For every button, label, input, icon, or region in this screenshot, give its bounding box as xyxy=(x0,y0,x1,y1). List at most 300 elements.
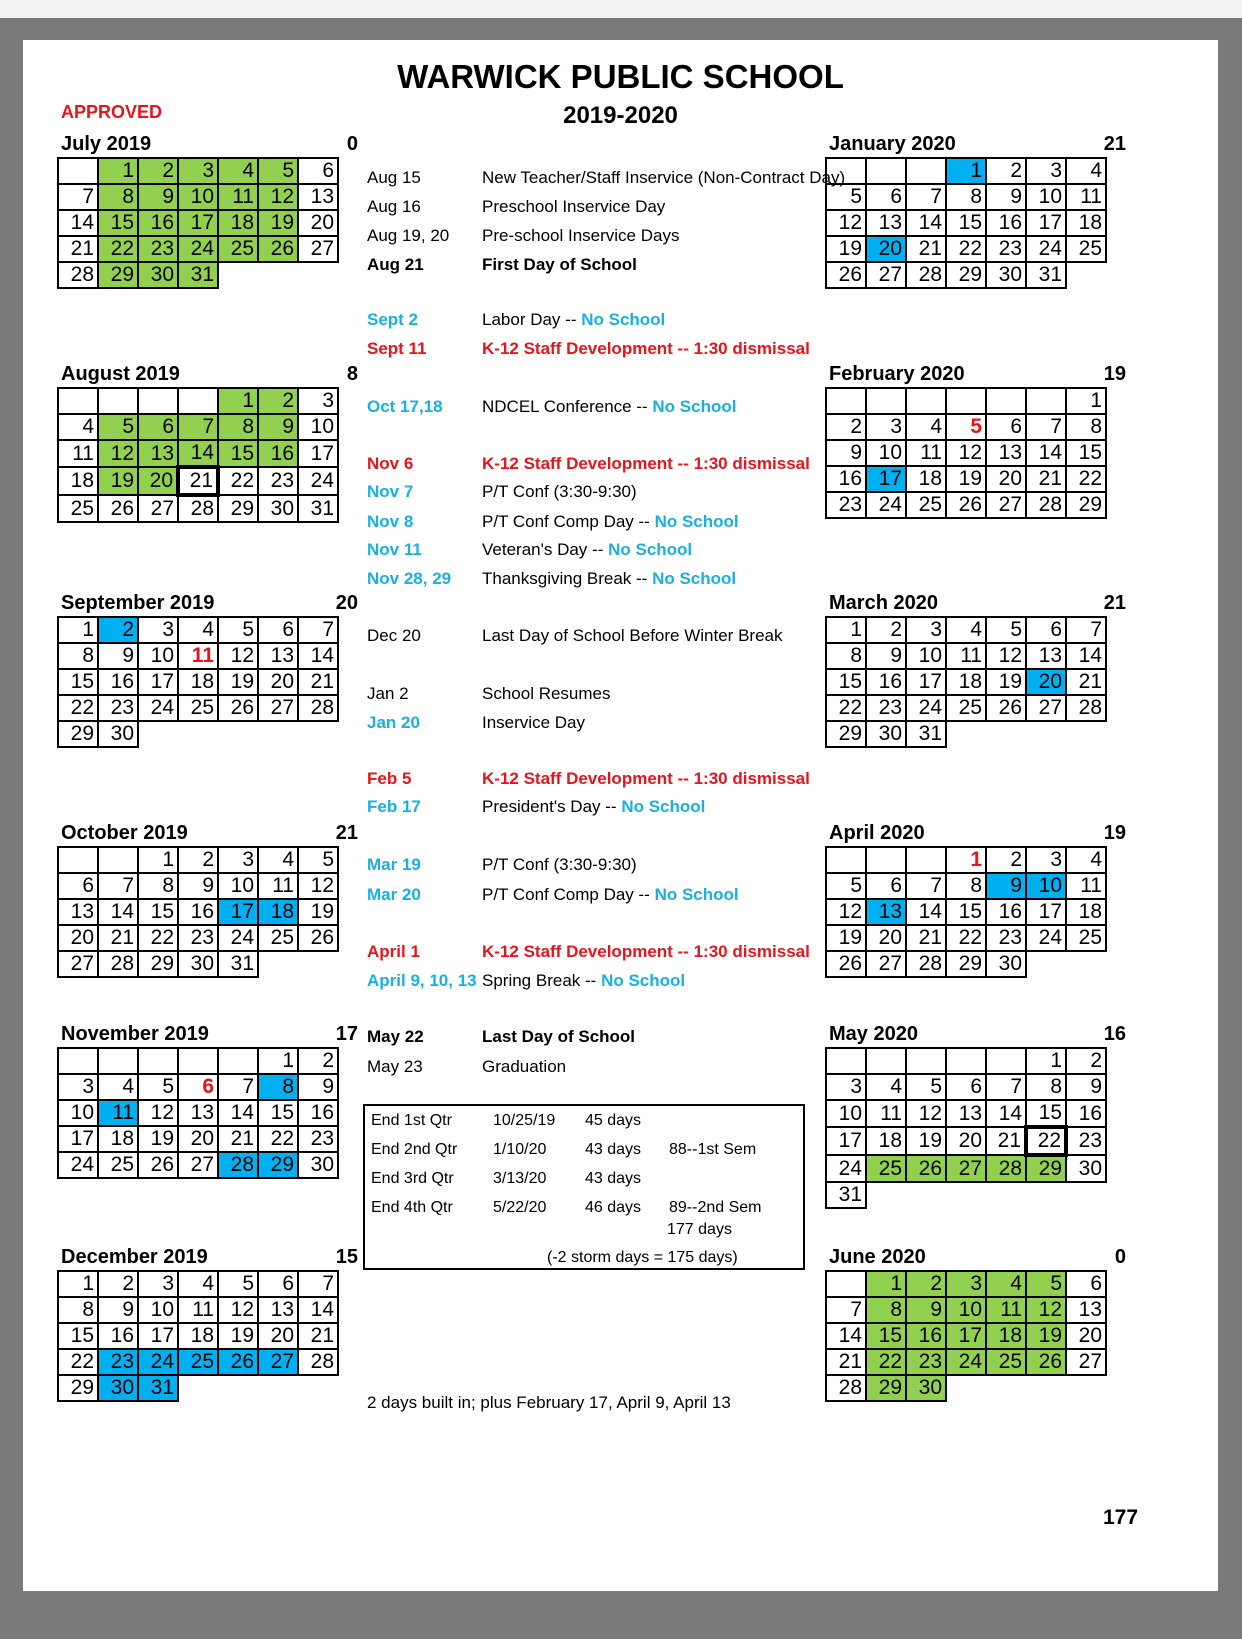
day-cell: 25 xyxy=(218,236,258,262)
day-cell: 31 xyxy=(906,721,946,747)
day-cell: 9 xyxy=(906,1297,946,1323)
event-description xyxy=(482,971,685,991)
month-header xyxy=(825,1023,1129,1047)
day-cell: 11 xyxy=(218,184,258,210)
day-cell: 28 xyxy=(58,262,98,288)
day-cell: 20 xyxy=(178,1126,218,1152)
day-cell xyxy=(866,158,906,184)
day-cell: 3 xyxy=(138,617,178,643)
no-school-label: No School xyxy=(621,797,706,816)
day-cell xyxy=(1026,951,1066,977)
day-cell: 7 xyxy=(218,1074,258,1100)
day-cell: 30 xyxy=(906,1375,946,1401)
day-cell: 18 xyxy=(866,1127,906,1155)
week-row xyxy=(826,643,1106,669)
quarter-days: 43 days xyxy=(585,1170,642,1187)
event-date: Feb 5 xyxy=(367,769,412,788)
day-cell: 14 xyxy=(1066,643,1106,669)
day-cell: 6 xyxy=(138,414,178,440)
month-grid xyxy=(825,1047,1107,1209)
day-cell: 23 xyxy=(298,1126,338,1152)
day-cell: 18 xyxy=(178,1323,218,1349)
day-cell: 14 xyxy=(906,210,946,236)
day-cell: 16 xyxy=(1066,1100,1106,1127)
day-cell xyxy=(906,388,946,414)
day-cell: 24 xyxy=(866,492,906,518)
day-cell: 6 xyxy=(866,184,906,210)
month-header xyxy=(825,133,1129,157)
day-cell: 5 xyxy=(826,184,866,210)
day-cell: 28 xyxy=(826,1375,866,1401)
month-school-days: 21 xyxy=(1103,592,1126,614)
day-cell: 27 xyxy=(1026,695,1066,721)
day-cell: 24 xyxy=(1026,236,1066,262)
day-cell xyxy=(866,1182,906,1208)
day-cell: 3 xyxy=(298,388,338,414)
day-cell: 12 xyxy=(138,1100,178,1126)
event-description xyxy=(482,684,611,704)
week-row xyxy=(826,1375,1106,1401)
week-row xyxy=(58,1048,338,1074)
day-cell xyxy=(178,1048,218,1074)
event-description xyxy=(482,339,810,359)
day-cell: 10 xyxy=(1026,873,1066,899)
event-text: K-12 Staff Development -- 1:30 dismissal xyxy=(482,454,810,473)
day-cell: 8 xyxy=(58,643,98,669)
day-cell: 17 xyxy=(906,669,946,695)
day-cell: 18 xyxy=(258,899,298,925)
day-cell: 9 xyxy=(866,643,906,669)
day-cell: 16 xyxy=(98,1323,138,1349)
day-cell: 24 xyxy=(218,925,258,951)
event-date: Feb 17 xyxy=(367,797,421,816)
day-cell: 26 xyxy=(826,262,866,288)
day-cell: 27 xyxy=(58,951,98,977)
month-header xyxy=(57,1023,361,1047)
quarter-summary-box xyxy=(363,1104,805,1270)
day-cell: 25 xyxy=(178,1349,218,1375)
day-cell: 27 xyxy=(178,1152,218,1178)
day-cell: 18 xyxy=(1066,899,1106,925)
event-description xyxy=(482,1027,635,1047)
day-cell: 3 xyxy=(178,158,218,184)
day-cell: 6 xyxy=(866,873,906,899)
day-cell: 2 xyxy=(826,414,866,440)
calendar-page xyxy=(23,40,1218,1591)
day-cell: 18 xyxy=(986,1323,1026,1349)
month-march-2020 xyxy=(825,592,1129,748)
day-cell xyxy=(98,847,138,873)
day-cell: 29 xyxy=(98,262,138,288)
day-cell: 19 xyxy=(906,1127,946,1155)
day-cell: 11 xyxy=(178,643,218,669)
day-cell: 31 xyxy=(218,951,258,977)
no-school-label: No School xyxy=(652,397,737,416)
month-school-days: 19 xyxy=(1103,822,1126,844)
day-cell: 13 xyxy=(986,440,1026,466)
day-cell: 17 xyxy=(218,899,258,925)
day-cell: 16 xyxy=(986,210,1026,236)
day-cell: 9 xyxy=(986,184,1026,210)
day-cell: 4 xyxy=(986,1271,1026,1297)
day-cell: 20 xyxy=(1026,669,1066,695)
event-text: K-12 Staff Development -- 1:30 dismissal xyxy=(482,769,810,788)
day-cell: 19 xyxy=(298,899,338,925)
quarter-label: End 3rd Qtr xyxy=(371,1170,454,1187)
day-cell: 15 xyxy=(946,899,986,925)
day-cell: 25 xyxy=(58,495,98,522)
day-cell: 19 xyxy=(258,210,298,236)
day-cell xyxy=(866,388,906,414)
day-cell: 25 xyxy=(906,492,946,518)
day-cell: 15 xyxy=(58,1323,98,1349)
day-cell: 13 xyxy=(866,210,906,236)
day-cell: 21 xyxy=(298,1323,338,1349)
day-cell: 30 xyxy=(138,262,178,288)
day-cell: 20 xyxy=(986,466,1026,492)
event-date: April 1 xyxy=(367,942,420,961)
week-row xyxy=(826,1182,1106,1208)
day-cell: 26 xyxy=(98,495,138,522)
day-cell: 16 xyxy=(298,1100,338,1126)
day-cell: 4 xyxy=(258,847,298,873)
day-cell: 26 xyxy=(218,695,258,721)
day-cell: 23 xyxy=(178,925,218,951)
month-grid xyxy=(57,1270,339,1402)
month-name: October 2019 xyxy=(61,822,188,844)
day-cell: 1 xyxy=(218,388,258,414)
month-august-2019 xyxy=(57,363,361,523)
day-cell: 29 xyxy=(946,951,986,977)
day-cell: 28 xyxy=(298,695,338,721)
month-school-days: 0 xyxy=(346,133,358,155)
day-cell: 26 xyxy=(138,1152,178,1178)
event-date: Sept 11 xyxy=(367,339,427,358)
day-cell: 29 xyxy=(866,1375,906,1401)
week-row xyxy=(58,899,338,925)
day-cell: 20 xyxy=(866,236,906,262)
event-text: Veteran's Day -- xyxy=(482,540,604,559)
day-cell: 7 xyxy=(298,1271,338,1297)
event-date: Oct 17,18 xyxy=(367,397,443,416)
month-school-days: 15 xyxy=(335,1246,358,1268)
day-cell: 17 xyxy=(866,466,906,492)
event-description xyxy=(482,512,739,532)
week-row xyxy=(58,467,338,495)
no-school-label: No School xyxy=(608,540,693,559)
day-cell: 4 xyxy=(178,617,218,643)
day-cell xyxy=(1026,388,1066,414)
day-cell: 6 xyxy=(946,1074,986,1100)
day-cell: 27 xyxy=(258,695,298,721)
month-september-2019 xyxy=(57,592,361,748)
day-cell: 21 xyxy=(906,925,946,951)
day-cell: 1 xyxy=(1066,388,1106,414)
day-cell xyxy=(986,1048,1026,1074)
day-cell: 23 xyxy=(98,1349,138,1375)
day-cell: 8 xyxy=(1066,414,1106,440)
day-cell: 20 xyxy=(138,467,178,495)
day-cell: 20 xyxy=(298,210,338,236)
week-row xyxy=(826,236,1106,262)
day-cell: 5 xyxy=(218,1271,258,1297)
week-row xyxy=(58,158,338,184)
day-cell: 26 xyxy=(946,492,986,518)
week-row xyxy=(826,695,1106,721)
quarter-days: 45 days xyxy=(585,1112,642,1129)
day-cell: 15 xyxy=(1026,1100,1066,1127)
day-cell: 2 xyxy=(98,1271,138,1297)
month-header xyxy=(825,1246,1129,1270)
quarter-date: 5/22/20 xyxy=(493,1199,547,1216)
day-cell: 12 xyxy=(826,899,866,925)
day-cell: 17 xyxy=(298,440,338,467)
day-cell: 19 xyxy=(826,236,866,262)
event-text: K-12 Staff Development -- 1:30 dismissal xyxy=(482,942,810,961)
day-cell: 15 xyxy=(1066,440,1106,466)
day-cell: 21 xyxy=(58,236,98,262)
day-cell: 10 xyxy=(1026,184,1066,210)
event-date: Mar 20 xyxy=(367,885,421,904)
day-cell: 27 xyxy=(866,262,906,288)
day-cell: 1 xyxy=(258,1048,298,1074)
day-cell: 25 xyxy=(946,695,986,721)
day-cell: 23 xyxy=(1066,1127,1106,1155)
day-cell: 31 xyxy=(298,495,338,522)
day-cell: 28 xyxy=(298,1349,338,1375)
month-name: September 2019 xyxy=(61,592,215,614)
day-cell: 12 xyxy=(218,643,258,669)
day-cell: 10 xyxy=(218,873,258,899)
day-cell: 12 xyxy=(826,210,866,236)
month-name: January 2020 xyxy=(829,133,956,155)
semester-total: 89--2nd Sem xyxy=(669,1199,762,1216)
day-cell: 12 xyxy=(98,440,138,467)
day-cell xyxy=(298,721,338,747)
month-april-2020 xyxy=(825,822,1129,978)
day-cell xyxy=(1066,1182,1106,1208)
event-description xyxy=(482,1057,566,1077)
day-cell: 22 xyxy=(946,236,986,262)
event-description xyxy=(482,540,692,560)
day-cell: 23 xyxy=(906,1349,946,1375)
day-cell: 14 xyxy=(98,899,138,925)
week-row xyxy=(826,951,1106,977)
week-row xyxy=(58,925,338,951)
day-cell xyxy=(906,1182,946,1208)
day-cell: 30 xyxy=(98,721,138,747)
day-cell xyxy=(178,721,218,747)
day-cell: 6 xyxy=(58,873,98,899)
day-cell: 15 xyxy=(258,1100,298,1126)
year-total-days: 177 days xyxy=(667,1221,732,1238)
day-cell xyxy=(906,158,946,184)
month-header xyxy=(57,592,361,616)
day-cell: 1 xyxy=(138,847,178,873)
month-header xyxy=(57,1246,361,1270)
day-cell: 9 xyxy=(178,873,218,899)
day-cell: 22 xyxy=(258,1126,298,1152)
month-december-2019 xyxy=(57,1246,361,1402)
day-cell xyxy=(258,262,298,288)
event-description xyxy=(482,255,637,275)
day-cell: 17 xyxy=(178,210,218,236)
week-row xyxy=(58,1100,338,1126)
day-cell: 23 xyxy=(826,492,866,518)
day-cell: 7 xyxy=(986,1074,1026,1100)
day-cell: 27 xyxy=(866,951,906,977)
day-cell: 17 xyxy=(826,1127,866,1155)
day-cell: 18 xyxy=(218,210,258,236)
month-grid xyxy=(825,616,1107,748)
day-cell: 24 xyxy=(946,1349,986,1375)
month-school-days: 16 xyxy=(1103,1023,1126,1045)
day-cell: 4 xyxy=(946,617,986,643)
event-date: Dec 20 xyxy=(367,626,421,645)
day-cell: 18 xyxy=(1066,210,1106,236)
day-cell: 7 xyxy=(826,1297,866,1323)
month-name: February 2020 xyxy=(829,363,965,385)
day-cell: 6 xyxy=(986,414,1026,440)
day-cell: 21 xyxy=(906,236,946,262)
day-cell xyxy=(218,1375,258,1401)
day-cell: 30 xyxy=(258,495,298,522)
week-row xyxy=(58,951,338,977)
month-july-2019 xyxy=(57,133,361,289)
day-cell: 28 xyxy=(178,495,218,522)
day-cell: 1 xyxy=(946,158,986,184)
week-row xyxy=(58,721,338,747)
day-cell xyxy=(58,1048,98,1074)
day-cell: 27 xyxy=(946,1155,986,1182)
event-text: New Teacher/Staff Inservice (Non-Contract Day) xyxy=(482,168,846,187)
day-cell: 27 xyxy=(258,1349,298,1375)
week-row xyxy=(826,262,1106,288)
day-cell: 3 xyxy=(906,617,946,643)
day-cell xyxy=(906,847,946,873)
month-grid xyxy=(825,157,1107,289)
week-row xyxy=(58,440,338,467)
day-cell xyxy=(138,1048,178,1074)
week-row xyxy=(826,1127,1106,1155)
event-date: Nov 7 xyxy=(367,482,414,501)
day-cell: 25 xyxy=(98,1152,138,1178)
day-cell: 10 xyxy=(298,414,338,440)
day-cell: 7 xyxy=(298,617,338,643)
day-cell: 4 xyxy=(218,158,258,184)
event-description xyxy=(482,482,637,502)
day-cell: 29 xyxy=(1026,1155,1066,1182)
day-cell xyxy=(946,1375,986,1401)
week-row xyxy=(58,643,338,669)
storm-days-note: (-2 storm days = 175 days) xyxy=(547,1249,738,1266)
quarter-label: End 1st Qtr xyxy=(371,1112,452,1129)
day-cell xyxy=(58,158,98,184)
day-cell: 2 xyxy=(986,847,1026,873)
day-cell: 27 xyxy=(1066,1349,1106,1375)
day-cell: 9 xyxy=(1066,1074,1106,1100)
month-grid xyxy=(57,846,339,978)
day-cell xyxy=(98,1048,138,1074)
day-cell: 6 xyxy=(1066,1271,1106,1297)
day-cell: 20 xyxy=(1066,1323,1106,1349)
day-cell: 9 xyxy=(98,643,138,669)
event-date: Aug 16 xyxy=(367,197,421,216)
day-cell: 27 xyxy=(138,495,178,522)
day-cell: 30 xyxy=(1066,1155,1106,1182)
week-row xyxy=(826,440,1106,466)
day-cell xyxy=(1066,721,1106,747)
day-cell: 2 xyxy=(258,388,298,414)
day-cell: 5 xyxy=(298,847,338,873)
week-row xyxy=(58,262,338,288)
day-cell: 27 xyxy=(298,236,338,262)
day-cell xyxy=(298,262,338,288)
day-cell xyxy=(1026,721,1066,747)
day-cell: 28 xyxy=(906,951,946,977)
week-row xyxy=(826,1297,1106,1323)
day-cell: 24 xyxy=(178,236,218,262)
day-cell: 16 xyxy=(178,899,218,925)
day-cell: 11 xyxy=(946,643,986,669)
month-name: May 2020 xyxy=(829,1023,918,1045)
week-row xyxy=(826,466,1106,492)
event-description xyxy=(482,454,810,474)
day-cell: 5 xyxy=(946,414,986,440)
day-cell: 10 xyxy=(946,1297,986,1323)
event-description xyxy=(482,769,810,789)
event-date: Aug 19, 20 xyxy=(367,226,450,245)
day-cell xyxy=(826,1048,866,1074)
week-row xyxy=(58,236,338,262)
day-cell: 21 xyxy=(1066,669,1106,695)
event-text: Last Day of School xyxy=(482,1027,636,1046)
month-header xyxy=(825,592,1129,616)
week-row xyxy=(826,1074,1106,1100)
day-cell: 14 xyxy=(298,643,338,669)
day-cell: 5 xyxy=(218,617,258,643)
quarter-days: 43 days xyxy=(585,1141,642,1158)
day-cell xyxy=(866,847,906,873)
day-cell xyxy=(98,388,138,414)
event-text: First Day of School xyxy=(482,255,637,274)
day-cell: 24 xyxy=(1026,925,1066,951)
day-cell: 21 xyxy=(986,1127,1026,1155)
day-cell: 8 xyxy=(946,873,986,899)
day-cell: 2 xyxy=(866,617,906,643)
event-description xyxy=(482,197,665,217)
day-cell: 29 xyxy=(826,721,866,747)
day-cell: 7 xyxy=(178,414,218,440)
event-date: Aug 21 xyxy=(367,255,424,274)
week-row xyxy=(826,873,1106,899)
month-header xyxy=(57,133,361,157)
event-description xyxy=(482,855,637,875)
week-row xyxy=(826,899,1106,925)
day-cell: 22 xyxy=(218,467,258,495)
day-cell: 26 xyxy=(906,1155,946,1182)
week-row xyxy=(826,1100,1106,1127)
day-cell xyxy=(258,721,298,747)
day-cell: 5 xyxy=(826,873,866,899)
week-row xyxy=(58,1126,338,1152)
day-cell xyxy=(1026,1182,1066,1208)
day-cell: 12 xyxy=(258,184,298,210)
event-text: NDCEL Conference -- xyxy=(482,397,648,416)
day-cell: 18 xyxy=(946,669,986,695)
day-cell: 1 xyxy=(58,617,98,643)
day-cell: 21 xyxy=(1026,466,1066,492)
